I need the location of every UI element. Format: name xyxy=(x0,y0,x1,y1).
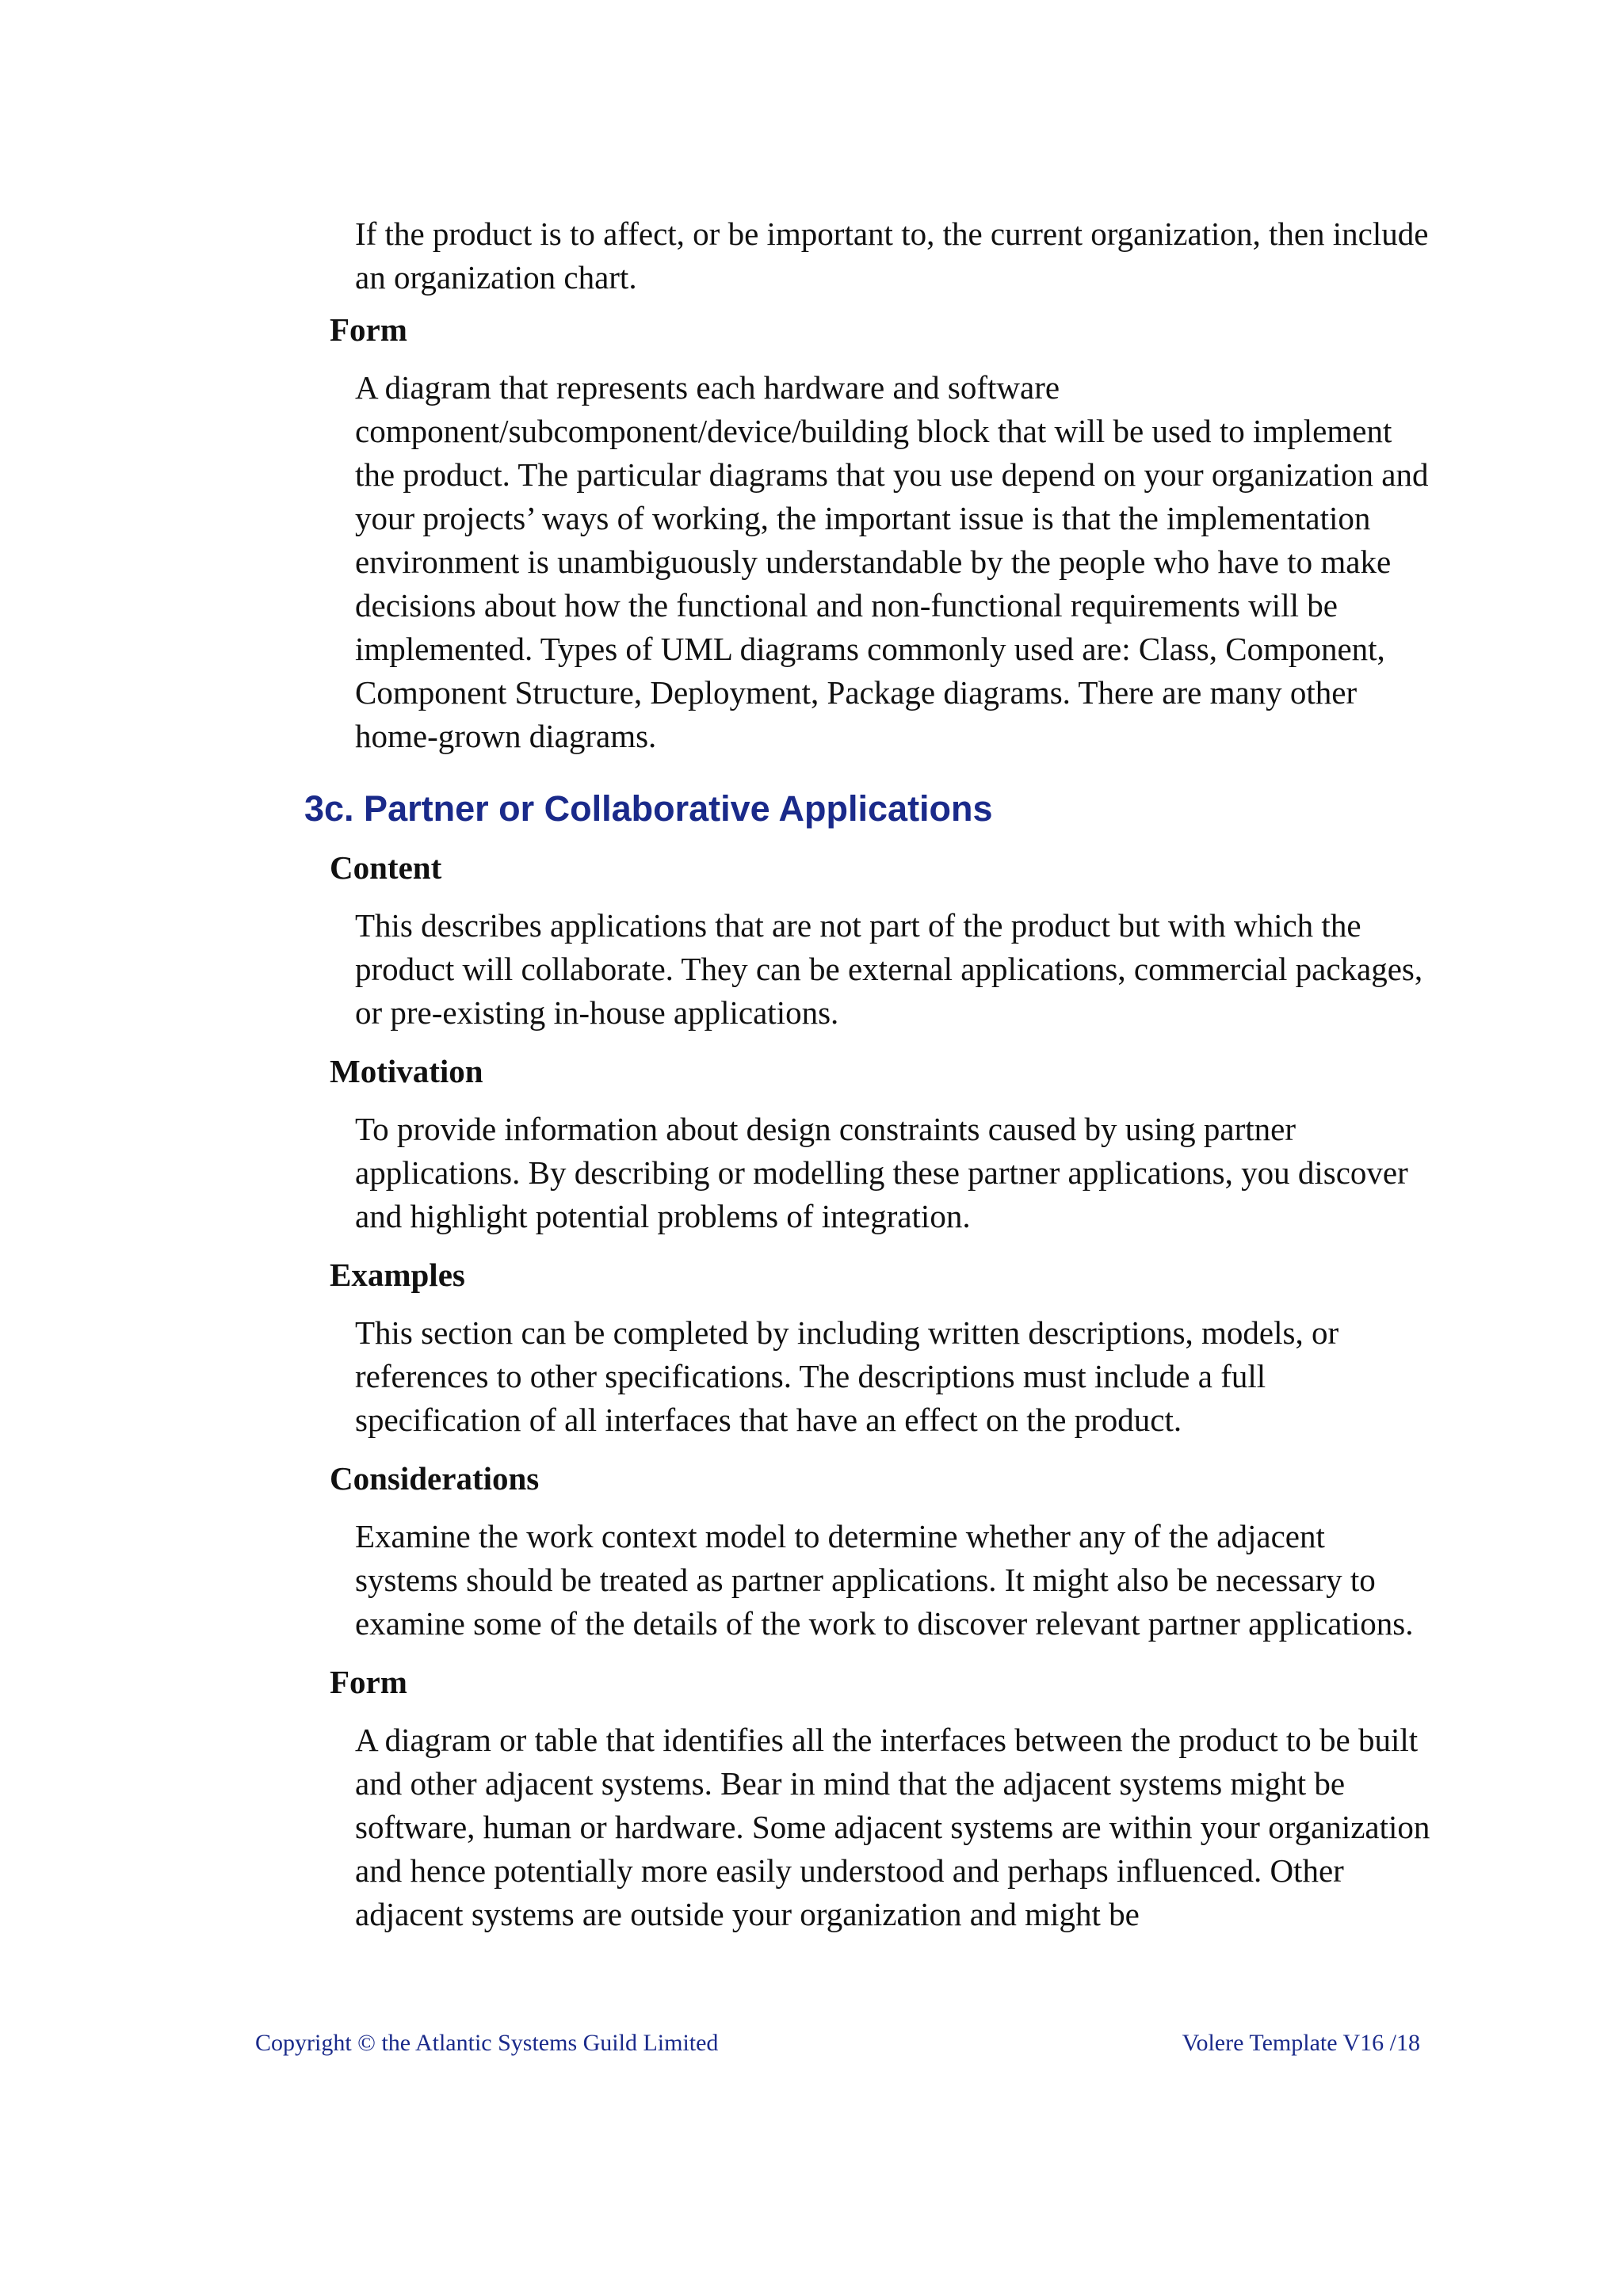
footer-copyright: Copyright © the Atlantic Systems Guild Limited xyxy=(255,2030,719,2056)
examples-subsection xyxy=(304,1253,1445,1442)
considerations-subsection xyxy=(304,1456,1445,1646)
section-3c-title: 3c. Partner or Collaborative Applications xyxy=(304,788,993,829)
content-text: This describes applications that are not part of the product but with which the product will collaborate. They can be external applications, commercial packages, or pre-existing in-house applications. xyxy=(355,907,1423,1031)
content-subsection xyxy=(304,845,1445,1035)
page-footer xyxy=(255,2028,1420,2058)
considerations-label: Considerations xyxy=(330,1460,540,1497)
form-label: Form xyxy=(330,311,407,348)
examples-text: This section can be completed by including written descriptions, models, or references to other specifications. The descriptions must include a full specification of all interfaces that have an effect on the product. xyxy=(355,1314,1339,1438)
form-text: A diagram that represents each hardware and software component/subcomponent/device/building block that will be used to implement the product. The particular diagrams that you use depend on your organization and your projects’ ways of working, the important issue is that the implementation environment is unambiguously understandable by the people who have to make decisions about how the functional and non-functional requirements will be implemented. Types of UML diagrams commonly used are: Class, Component, Component Structure, Deployment, Package diagrams. There are many other home-grown diagrams. xyxy=(355,369,1429,754)
considerations-text: Examine the work context model to determine whether any of the adjacent systems should be treated as partner applications. It might also be necessary to examine some of the details of the work to discover relevant partner applications. xyxy=(355,1518,1414,1642)
document-content xyxy=(304,307,1445,1951)
partner-form-subsection xyxy=(304,1660,1445,1936)
intro-paragraph: If the product is to affect, or be important to, the current organization, then include an organization chart. xyxy=(355,215,1429,296)
examples-label: Examples xyxy=(330,1257,465,1293)
motivation-subsection xyxy=(304,1049,1445,1238)
partner-form-text: A diagram or table that identifies all the interfaces between the product to be built and other adjacent systems. Bear in mind that the adjacent systems might be software, human or hardware. Some adjacent systems are within your organization and hence potentially more easily understood and perhaps influenced. Other adjacent systems are outside your organization and might be xyxy=(355,1722,1430,1932)
partner-form-label: Form xyxy=(330,1664,407,1700)
intro-paragraph-block xyxy=(355,212,1433,299)
motivation-text: To provide information about design constraints caused by using partner applications. By describing or modelling these partner applications, you discover and highlight potential problems of integration. xyxy=(355,1111,1408,1234)
motivation-label: Motivation xyxy=(330,1053,483,1089)
footer-template-page: Volere Template V16 /18 xyxy=(1182,2030,1420,2056)
form-section xyxy=(304,307,1445,758)
content-label: Content xyxy=(330,849,442,886)
